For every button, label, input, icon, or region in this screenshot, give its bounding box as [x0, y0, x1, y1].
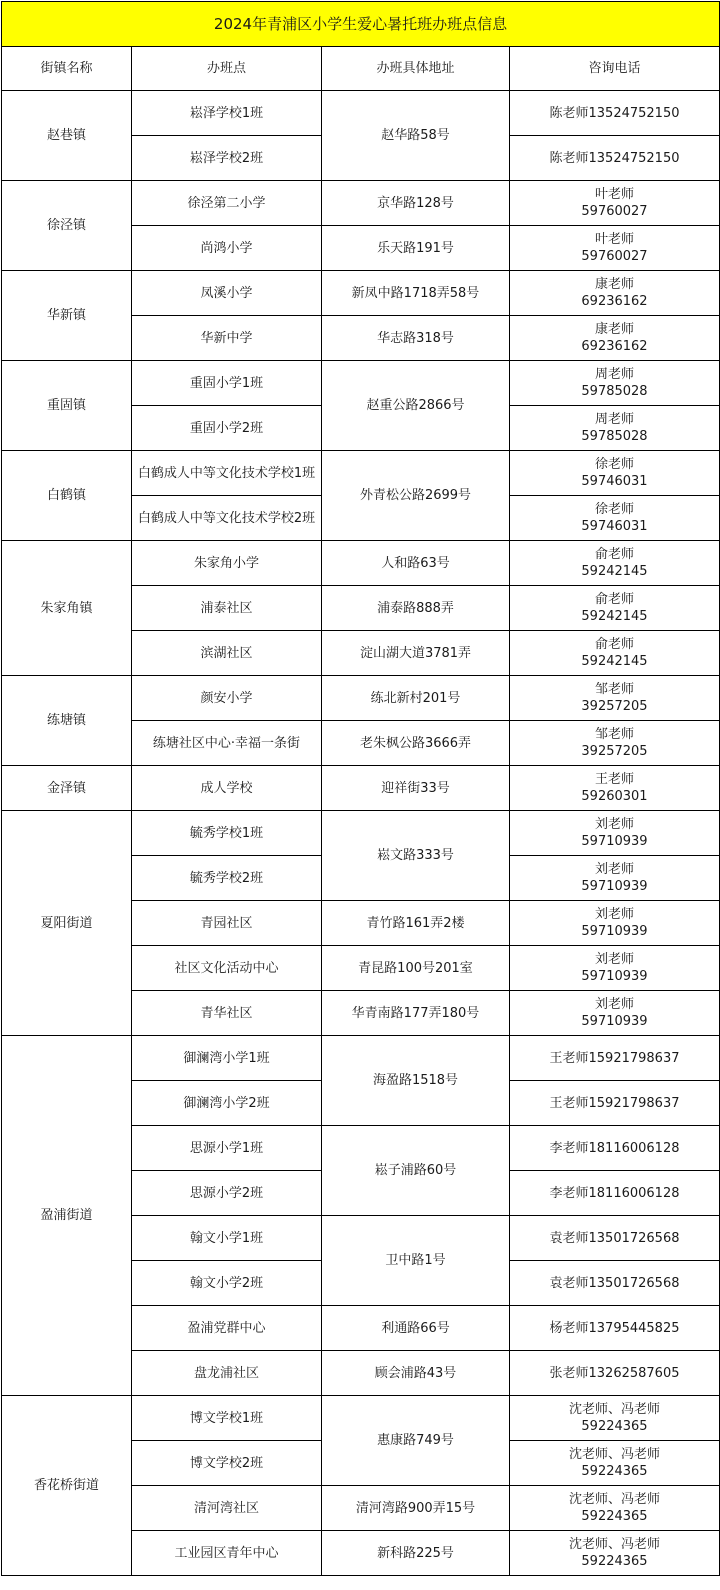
site-name-cell: 青园社区: [132, 901, 322, 946]
site-name-cell: 翰文小学1班: [132, 1216, 322, 1261]
contact-line: 王老师15921798637: [549, 1095, 680, 1111]
site-name-cell: 白鹤成人中等文化技术学校1班: [132, 451, 322, 496]
site-name-cell: 朱家角小学: [132, 541, 322, 586]
contact-line: 袁老师13501726568: [549, 1230, 680, 1246]
contact-line: 张老师13262587605: [549, 1365, 680, 1381]
town-name-cell: 华新镇: [2, 271, 132, 361]
table-row: [2, 766, 720, 811]
contact-line: 陈老师13524752150: [549, 105, 680, 121]
site-name-cell: 重固小学2班: [132, 406, 322, 451]
contact-phone-cell: [510, 541, 720, 586]
town-name-cell: 香花桥街道: [2, 1396, 132, 1576]
contact-line: 刘老师: [594, 997, 634, 1012]
table-body: [2, 91, 720, 1576]
address-cell: 清河湾路900弄15号: [322, 1486, 510, 1531]
address-cell: 赵华路58号: [322, 91, 510, 181]
site-name-cell: 浦泰社区: [132, 586, 322, 631]
contact-line: 叶老师: [594, 232, 634, 247]
contact-phone-cell: [510, 856, 720, 901]
table-row: [2, 541, 720, 586]
address-cell: 青竹路161弄2楼: [322, 901, 510, 946]
contact-phone-cell: [510, 316, 720, 361]
contact-number-line: 59242145: [581, 654, 648, 669]
address-cell: 淀山湖大道3781弄: [322, 631, 510, 676]
site-name-cell: 思源小学1班: [132, 1126, 322, 1171]
contact-number-line: 59746031: [581, 519, 648, 534]
contact-line: 刘老师: [594, 907, 634, 922]
town-name-cell: 练塘镇: [2, 676, 132, 766]
contact-number-line: 59224365: [581, 1554, 648, 1569]
contact-phone-cell: [510, 1351, 720, 1396]
contact-number-line: 59710939: [581, 1014, 648, 1029]
contact-number-line: 59260301: [581, 789, 648, 804]
site-name-cell: 重固小学1班: [132, 361, 322, 406]
address-cell: 乐天路191号: [322, 226, 510, 271]
town-name-cell: 朱家角镇: [2, 541, 132, 676]
contact-phone-cell: [510, 406, 720, 451]
contact-line: 沈老师、冯老师: [568, 1492, 660, 1507]
contact-phone-cell: [510, 811, 720, 856]
town-name-cell: 白鹤镇: [2, 451, 132, 541]
site-name-cell: 华新中学: [132, 316, 322, 361]
contact-number-line: 59710939: [581, 879, 648, 894]
address-cell: 卫中路1号: [322, 1216, 510, 1306]
site-name-cell: 博文学校2班: [132, 1441, 322, 1486]
contact-line: 袁老师13501726568: [549, 1275, 680, 1291]
site-name-cell: 徐泾第二小学: [132, 181, 322, 226]
contact-phone-cell: [510, 1126, 720, 1171]
contact-number-line: 59785028: [581, 384, 648, 399]
contact-line: 陈老师13524752150: [549, 150, 680, 166]
table-row: [2, 361, 720, 406]
address-cell: 崧文路333号: [322, 811, 510, 901]
table-row: [2, 91, 720, 136]
contact-line: 俞老师: [594, 547, 634, 562]
table-row: [2, 811, 720, 856]
contact-line: 李老师18116006128: [549, 1140, 680, 1156]
site-name-cell: 滨湖社区: [132, 631, 322, 676]
contact-number-line: 59224365: [581, 1509, 648, 1524]
address-cell: 华青南路177弄180号: [322, 991, 510, 1036]
site-name-cell: 盈浦党群中心: [132, 1306, 322, 1351]
site-name-cell: 青华社区: [132, 991, 322, 1036]
contact-phone-cell: [510, 1531, 720, 1576]
address-cell: 华志路318号: [322, 316, 510, 361]
column-header-address: 办班具体地址: [322, 47, 510, 91]
address-cell: 青昆路100号201室: [322, 946, 510, 991]
contact-phone-cell: [510, 361, 720, 406]
site-name-cell: 崧泽学校2班: [132, 136, 322, 181]
contact-line: 叶老师: [594, 187, 634, 202]
contact-phone-cell: [510, 721, 720, 766]
contact-number-line: 59760027: [581, 204, 648, 219]
site-name-cell: 社区文化活动中心: [132, 946, 322, 991]
table-row: [2, 1036, 720, 1081]
site-name-cell: 思源小学2班: [132, 1171, 322, 1216]
table-title: 2024年青浦区小学生爱心暑托班办班点信息: [2, 2, 720, 47]
contact-line: 刘老师: [594, 952, 634, 967]
column-header-site: 办班点: [132, 47, 322, 91]
contact-number-line: 59224365: [581, 1419, 648, 1434]
table-row: [2, 451, 720, 496]
contact-number-line: 59242145: [581, 564, 648, 579]
header-row: [2, 47, 720, 91]
site-name-cell: 凤溪小学: [132, 271, 322, 316]
contact-phone-cell: [510, 991, 720, 1036]
contact-line: 徐老师: [594, 502, 634, 517]
contact-phone-cell: [510, 586, 720, 631]
town-name-cell: 重固镇: [2, 361, 132, 451]
contact-phone-cell: [510, 91, 720, 136]
address-cell: 顾会浦路43号: [322, 1351, 510, 1396]
site-name-cell: 翰文小学2班: [132, 1261, 322, 1306]
contact-phone-cell: [510, 496, 720, 541]
contact-number-line: 59242145: [581, 609, 648, 624]
contact-number-line: 59710939: [581, 924, 648, 939]
site-name-cell: 尚鸿小学: [132, 226, 322, 271]
site-name-cell: 练塘社区中心·幸福一条街: [132, 721, 322, 766]
column-header-town: 街镇名称: [2, 47, 132, 91]
town-name-cell: 盈浦街道: [2, 1036, 132, 1396]
address-cell: 海盈路1518号: [322, 1036, 510, 1126]
contact-number-line: 59710939: [581, 834, 648, 849]
contact-line: 李老师18116006128: [549, 1185, 680, 1201]
contact-line: 徐老师: [594, 457, 634, 472]
contact-phone-cell: [510, 451, 720, 496]
address-cell: 老朱枫公路3666弄: [322, 721, 510, 766]
address-cell: 浦泰路888弄: [322, 586, 510, 631]
contact-phone-cell: [510, 1441, 720, 1486]
site-name-cell: 毓秀学校1班: [132, 811, 322, 856]
contact-line: 刘老师: [594, 862, 634, 877]
contact-number-line: 59760027: [581, 249, 648, 264]
site-name-cell: 崧泽学校1班: [132, 91, 322, 136]
column-header-phone: 咨询电话: [510, 47, 720, 91]
table-row: [2, 1396, 720, 1441]
contact-line: 俞老师: [594, 592, 634, 607]
table-row: [2, 181, 720, 226]
contact-phone-cell: [510, 181, 720, 226]
contact-phone-cell: [510, 1036, 720, 1081]
address-cell: 京华路128号: [322, 181, 510, 226]
contact-phone-cell: [510, 766, 720, 811]
address-cell: 迎祥街33号: [322, 766, 510, 811]
site-name-cell: 颜安小学: [132, 676, 322, 721]
town-name-cell: 赵巷镇: [2, 91, 132, 181]
contact-line: 沈老师、冯老师: [568, 1402, 660, 1417]
site-name-cell: 毓秀学校2班: [132, 856, 322, 901]
contact-line: 刘老师: [594, 817, 634, 832]
contact-line: 邹老师: [594, 682, 634, 697]
address-cell: 惠康路749号: [322, 1396, 510, 1486]
contact-number-line: 39257205: [581, 699, 648, 714]
contact-number-line: 59746031: [581, 474, 648, 489]
contact-number-line: 59785028: [581, 429, 648, 444]
contact-number-line: 59224365: [581, 1464, 648, 1479]
site-name-cell: 清河湾社区: [132, 1486, 322, 1531]
contact-phone-cell: [510, 901, 720, 946]
address-cell: 崧子浦路60号: [322, 1126, 510, 1216]
contact-phone-cell: [510, 946, 720, 991]
site-name-cell: 工业园区青年中心: [132, 1531, 322, 1576]
contact-number-line: 69236162: [581, 339, 648, 354]
contact-phone-cell: [510, 1261, 720, 1306]
site-name-cell: 成人学校: [132, 766, 322, 811]
address-cell: 人和路63号: [322, 541, 510, 586]
contact-line: 王老师15921798637: [549, 1050, 680, 1066]
table-row: [2, 676, 720, 721]
address-cell: 利通路66号: [322, 1306, 510, 1351]
contact-phone-cell: [510, 1396, 720, 1441]
table-row: [2, 271, 720, 316]
site-name-cell: 盘龙浦社区: [132, 1351, 322, 1396]
contact-line: 沈老师、冯老师: [568, 1537, 660, 1552]
contact-phone-cell: [510, 136, 720, 181]
address-cell: 外青松公路2699号: [322, 451, 510, 541]
contact-number-line: 39257205: [581, 744, 648, 759]
town-name-cell: 金泽镇: [2, 766, 132, 811]
contact-phone-cell: [510, 676, 720, 721]
site-name-cell: 博文学校1班: [132, 1396, 322, 1441]
town-name-cell: 夏阳街道: [2, 811, 132, 1036]
contact-line: 沈老师、冯老师: [568, 1447, 660, 1462]
contact-number-line: 59710939: [581, 969, 648, 984]
site-name-cell: 御澜湾小学2班: [132, 1081, 322, 1126]
contact-line: 杨老师13795445825: [549, 1320, 680, 1336]
contact-phone-cell: [510, 631, 720, 676]
contact-phone-cell: [510, 1486, 720, 1531]
contact-line: 邹老师: [594, 727, 634, 742]
contact-line: 周老师: [594, 412, 634, 427]
address-cell: 新凤中路1718弄58号: [322, 271, 510, 316]
contact-phone-cell: [510, 1306, 720, 1351]
town-name-cell: 徐泾镇: [2, 181, 132, 271]
contact-phone-cell: [510, 1216, 720, 1261]
contact-phone-cell: [510, 271, 720, 316]
address-cell: 新科路225号: [322, 1531, 510, 1576]
contact-line: 周老师: [594, 367, 634, 382]
program-table: [1, 1, 720, 1576]
site-name-cell: 白鹤成人中等文化技术学校2班: [132, 496, 322, 541]
address-cell: 赵重公路2866号: [322, 361, 510, 451]
address-cell: 练北新村201号: [322, 676, 510, 721]
contact-phone-cell: [510, 1171, 720, 1216]
contact-line: 俞老师: [594, 637, 634, 652]
contact-phone-cell: [510, 226, 720, 271]
contact-phone-cell: [510, 1081, 720, 1126]
site-name-cell: 御澜湾小学1班: [132, 1036, 322, 1081]
contact-line: 康老师: [594, 322, 634, 337]
contact-line: 康老师: [594, 277, 634, 292]
contact-line: 王老师: [594, 772, 634, 787]
contact-number-line: 69236162: [581, 294, 648, 309]
